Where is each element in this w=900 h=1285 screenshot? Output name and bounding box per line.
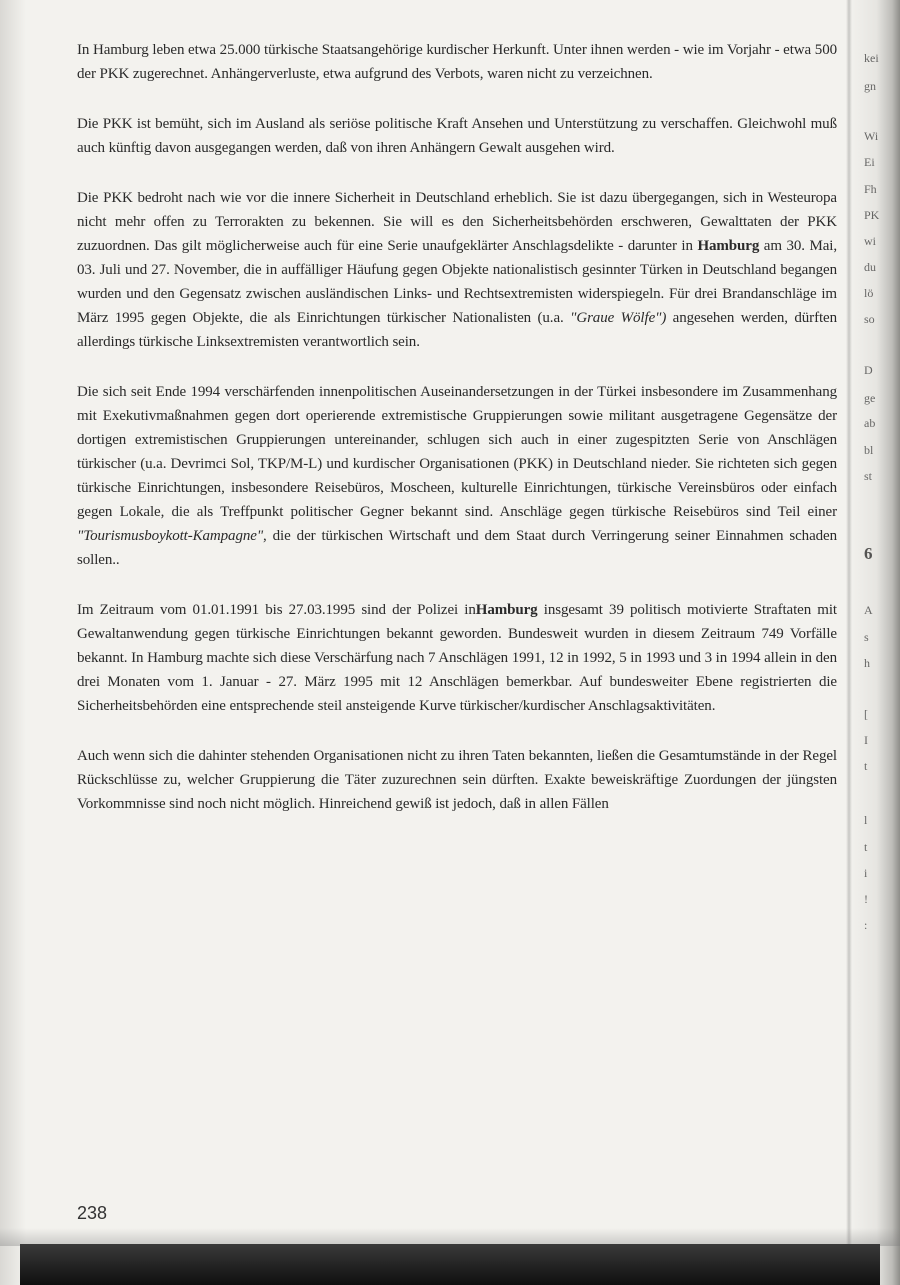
margin-fragment: Ei	[864, 155, 875, 169]
page-left-shadow	[0, 0, 26, 1285]
paragraph-p6	[77, 744, 837, 816]
margin-fragment: [	[864, 707, 868, 721]
bold-place-name: Hamburg	[697, 238, 760, 254]
text-segment: Im Zeitraum vom 01.01.1991 bis 27.03.1995 sind der Polizei in	[77, 602, 476, 618]
margin-fragment: st	[864, 469, 873, 483]
text-segment: insgesamt 39 politisch motivierte Straftaten mit Gewaltanwendung gegen türkische Einrichtungen bekannt geworden. Bundesweit wurden in diesem Zeitraum 749 Vorfälle bekannt. In Hamburg machte sich diese Verschärfung nach 7 Anschlägen 1991, 12 in 1992, 5 in 1993 und 3 in 1994 allein in den drei Monaten vom 1. Januar - 27. März 1995 mit 12 Anschlägen bemerkbar. Auf bundesweiter Ebene registrierten die Sicherheitsbehörden eine entsprechende steil ansteigende Kurve türkischer/kurdischer Anschlagsaktivitäten.	[77, 602, 838, 714]
margin-fragment: ab	[864, 416, 876, 430]
margin-fragment: gn	[864, 79, 876, 93]
margin-fragment: l	[864, 813, 868, 827]
margin-fragment: !	[864, 892, 868, 906]
text-segment: Die PKK ist bemüht, sich im Ausland als seriöse politische Kraft Ansehen und Unterstützung zu verschaffen. Gleichwohl muß auch künftig davon ausgegangen werden, daß von ihren Anhängern Gewalt ausgehen wird.	[77, 116, 837, 156]
text-segment: Auch wenn sich die dahinter stehenden Organisationen nicht zu ihren Taten bekannten, ließen die Gesamtumstände in der Regel Rückschlüsse zu, welcher Gruppierung die Täter zuzurechnen sein dürften. Exakte beweiskräftige Zuordungen der jüngsten Vorkommnisse sind noch nicht möglich. Hinreichend gewiß ist jedoch, daß in allen Fällen	[77, 748, 837, 812]
margin-fragment: lö	[864, 286, 874, 300]
paragraph-p3	[77, 186, 837, 354]
margin-fragment: PK	[864, 208, 880, 222]
margin-fragment: ge	[864, 391, 876, 405]
margin-fragment: i	[864, 866, 868, 880]
text-segment: In Hamburg leben etwa 25.000 türkische Staatsangehörige kurdischer Herkunft. Unter ihnen werden - wie im Vorjahr - etwa 500 der PKK zugerechnet. Anhängerverluste, etwa aufgrund des Verbots, waren nicht zu verzeichnen.	[77, 42, 837, 82]
page-number: 238	[77, 1203, 108, 1223]
margin-fragment: Wi	[864, 129, 879, 143]
margin-fragment: so	[864, 312, 875, 326]
book-fold-shadow	[846, 0, 852, 1285]
text-segment: Die sich seit Ende 1994 verschärfenden innenpolitischen Auseinandersetzungen in der Türkei insbesondere im Zusammenhang mit Exekutivmaßnahmen gegen dort operierende extremistische Gruppierungen sowie militant ausgetragene Gegensätze der dortigen extremistischen Gruppierungen untereinander, schlugen sich auch in einer zugespitzten Serie von Anschlägen türkischer (u.a. Devrimci Sol, TKP/M-L) und kurdischer Organisationen (PKK) in Deutschland nieder. Sie richteten sich gegen türkische Einrichtungen, insbesondere Reisebüros, Moscheen, kulturelle Einrichtungen, türkische Vereinsbüros oder einfach gegen Lokale, die als Treffpunkt politischer Gegner bekannt sind. Anschläge gegen türkische Reisebüros sind Teil einer	[77, 384, 837, 520]
italic-term: "Tourismusboykott-Kampagne"	[77, 528, 264, 544]
bold-place-name: Hamburg	[475, 602, 538, 618]
margin-fragment: s	[864, 630, 869, 644]
margin-fragment: h	[864, 656, 870, 670]
italic-term: "Graue Wölfe")	[570, 310, 667, 326]
margin-fragment: I	[864, 733, 868, 747]
paragraph-p5	[77, 598, 837, 718]
margin-fragment: bl	[864, 443, 874, 457]
margin-fragment: t	[864, 759, 868, 773]
scan-bottom-edge	[20, 1244, 880, 1285]
text-segment: am 30. Mai, 03. Juli und 27. November, die in auffälliger Häufung gegen Objekte nationalistisch gesinnter Türken in Deutschland begangen wurden und den Gegensatz zwischen ausländischen Links- und Rechtsextremisten widerspiegeln. Für drei Brandanschläge im März 1995 gegen Objekte, die als Einrichtungen türkischer Nationalisten (u.a.	[77, 238, 837, 326]
margin-fragment: wi	[864, 234, 876, 248]
text-segment: angesehen werden, dürften allerdings türkische Linksextremisten verantwortlich sein.	[77, 310, 837, 350]
paragraph-p4	[77, 380, 837, 572]
facing-page-margin	[864, 0, 894, 1285]
margin-fragment: t	[864, 840, 868, 854]
margin-fragment: :	[864, 918, 868, 932]
margin-fragment: A	[864, 603, 873, 617]
paragraph-p1	[77, 38, 837, 86]
paragraph-p2	[77, 112, 837, 160]
body-text	[77, 38, 837, 842]
margin-fragment: du	[864, 260, 876, 274]
margin-fragment: D	[864, 363, 873, 377]
margin-fragment: kei	[864, 51, 879, 65]
margin-fragment: Fh	[864, 182, 877, 196]
margin-fragment: 6	[864, 544, 873, 563]
text-segment: , die der türkischen Wirtschaft und dem Staat durch Verringerung seiner Einnahmen schaden sollen..	[77, 528, 837, 568]
text-segment: Die PKK bedroht nach wie vor die innere Sicherheit in Deutschland erheblich. Sie ist dazu übergegangen, sich in Westeuropa nicht mehr offen zu Terrorakten zu bekennen. Sie will es den Sicherheitsbehörden erschweren, Gewalttaten der PKK zuzuordnen. Das gilt möglicherweise auch für eine Serie unaufgeklärter Anschlagsdelikte - darunter in	[77, 190, 837, 254]
